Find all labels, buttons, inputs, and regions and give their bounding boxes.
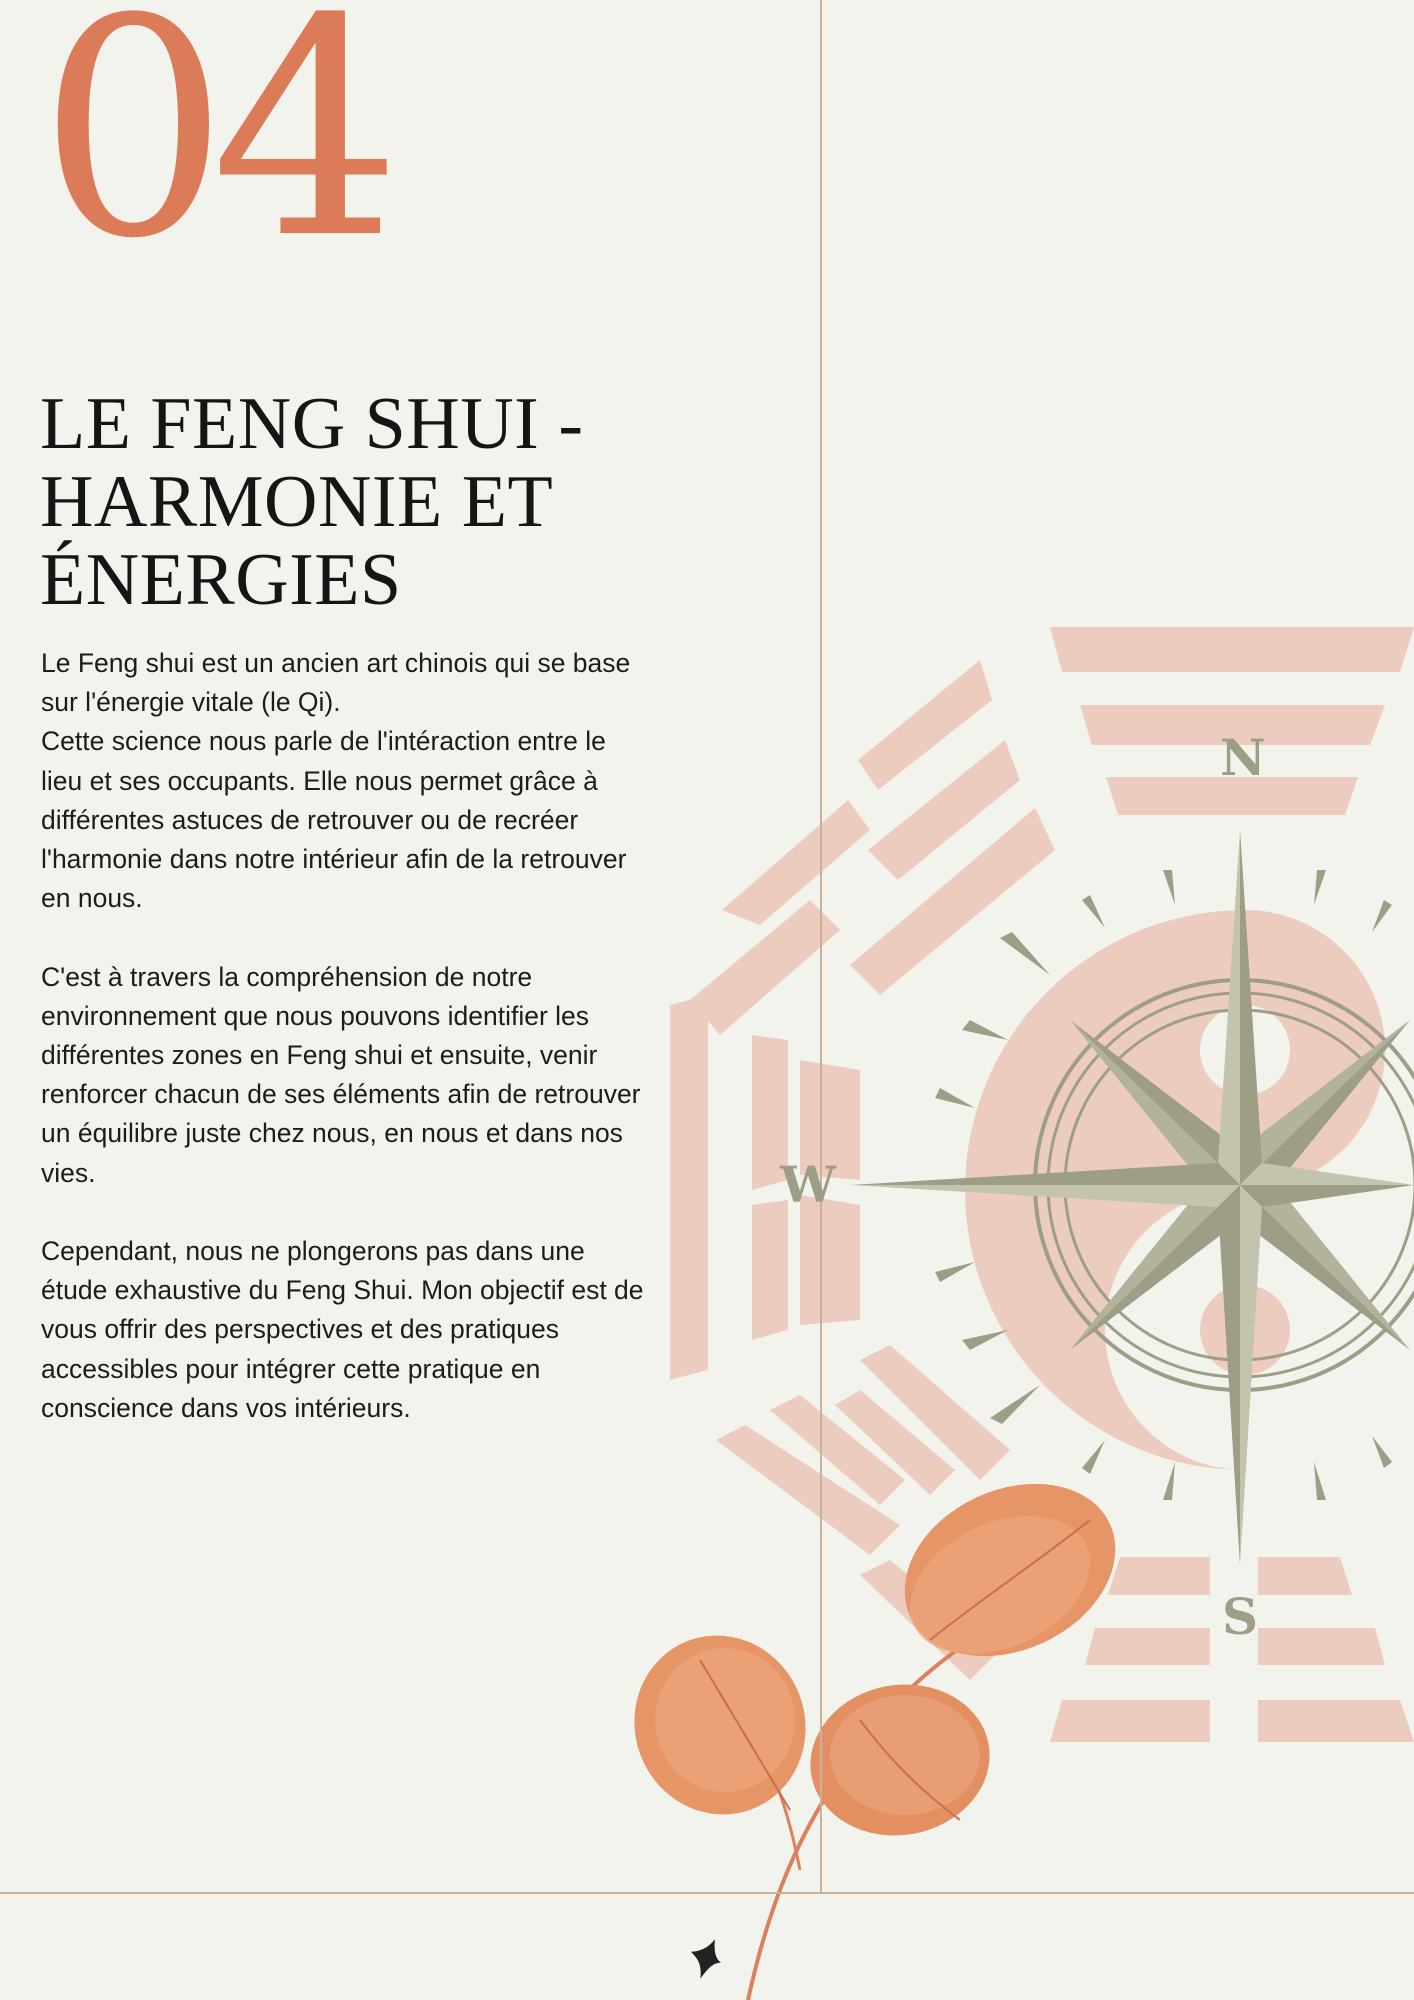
horizontal-divider xyxy=(0,1892,1414,1894)
text-line: environnement que nous pouvons identifier les xyxy=(41,1000,590,1031)
title-line: ÉNERGIES xyxy=(40,539,402,621)
text-line: étude exhaustive du Feng Shui. Mon objectif est de xyxy=(41,1275,644,1306)
text-line: C'est à travers la compréhension de notre xyxy=(41,961,533,992)
title-line: HARMONIE ET xyxy=(40,461,554,543)
compass-west-label: W xyxy=(780,1155,837,1214)
text-line: différentes zones en Feng shui et ensuite, venir xyxy=(41,1040,598,1071)
paragraph-objective xyxy=(41,1232,801,1428)
text-line: lieu et ses occupants. Elle nous permet grâce à xyxy=(41,765,598,796)
vertical-divider xyxy=(820,0,822,1892)
text-line: sur l'énergie vitale (le Qi). xyxy=(41,687,341,718)
text-line: renforcer chacun de ses éléments afin de retrouver xyxy=(41,1079,641,1110)
text-line: l'harmonie dans notre intérieur afin de la retrouver xyxy=(41,844,627,875)
compass-north-label: N xyxy=(1220,728,1266,787)
text-line: en nous. xyxy=(41,883,143,914)
compass-south-label: S xyxy=(1222,1587,1259,1646)
text-line: vies. xyxy=(41,1157,96,1188)
text-line: Cette science nous parle de l'intéraction entre le xyxy=(41,726,606,757)
body-text xyxy=(41,644,801,1467)
sparkle-star-icon xyxy=(684,1933,728,1983)
text-line: accessibles pour intégrer cette pratique en xyxy=(41,1353,541,1384)
title-line: LE FENG SHUI - xyxy=(40,383,584,465)
text-line: un équilibre juste chez nous, en nous et dans nos xyxy=(41,1118,623,1149)
page-title xyxy=(40,385,680,619)
paragraph-intro xyxy=(41,644,801,918)
text-line: différentes astuces de retrouver ou de recréer xyxy=(41,804,579,835)
text-line: vous offrir des perspectives et des pratiques xyxy=(41,1314,560,1345)
paragraph-environment xyxy=(41,958,801,1193)
chapter-number: 04 xyxy=(38,0,384,304)
text-line: conscience dans vos intérieurs. xyxy=(41,1392,411,1423)
text-line: Cependant, nous ne plongerons pas dans une xyxy=(41,1236,585,1267)
text-line: Le Feng shui est un ancien art chinois qui se base xyxy=(41,648,631,678)
